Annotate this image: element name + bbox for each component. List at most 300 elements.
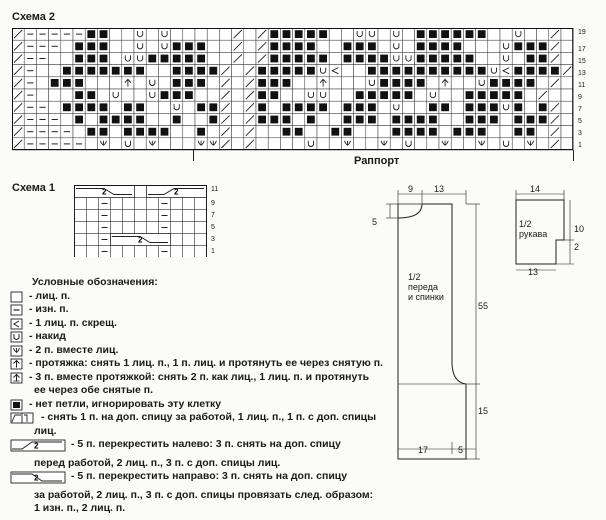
no-stitch-mark — [441, 67, 449, 75]
chart-cell — [463, 40, 475, 52]
no-stitch-mark — [478, 30, 486, 38]
no-stitch-mark — [392, 79, 400, 87]
chart-cell — [451, 77, 463, 89]
chart-cell — [195, 234, 207, 246]
no-stitch-mark — [344, 42, 352, 50]
chart-cell — [561, 77, 573, 89]
chart-cell — [171, 246, 183, 258]
chart-cell — [341, 28, 353, 40]
no-stitch-mark — [270, 116, 278, 124]
chart-cell — [561, 89, 573, 101]
chart-cell — [244, 28, 256, 40]
chart-cell — [134, 138, 146, 150]
chart-cell — [219, 40, 231, 52]
no-stitch-mark — [283, 67, 291, 75]
chart-cell — [451, 89, 463, 101]
chart-cell — [427, 138, 439, 150]
row-number: 7 — [211, 212, 215, 219]
chart-cell — [146, 28, 158, 40]
chart-cell — [73, 126, 85, 138]
legend-item-text: - 5 п. перекрестить направо: 3 п. снять на доп. спицу — [71, 470, 348, 482]
no-stitch-mark — [75, 116, 83, 124]
chart-cell — [110, 40, 122, 52]
no-stitch-mark — [173, 42, 181, 50]
chart-cell — [500, 52, 512, 64]
chart-cell — [256, 138, 268, 150]
chart-cell — [366, 28, 378, 40]
chart-cell — [110, 126, 122, 138]
no-stitch-mark — [392, 128, 400, 136]
chart-cell — [61, 89, 73, 101]
no-stitch-mark — [441, 103, 449, 111]
chart-cell — [537, 138, 549, 150]
chart-cell — [537, 77, 549, 89]
no-stitch-mark — [417, 67, 425, 75]
scheme2-chart — [12, 28, 574, 152]
chart-cell — [195, 222, 207, 234]
chart-cell — [134, 40, 146, 52]
no-stitch-mark — [283, 42, 291, 50]
legend-item-text: - протяжка: снять 1 лиц. п., 1 п. лиц. и протянуть ее через снятую п. — [29, 357, 383, 369]
body-pattern-label: 1/2 переда и спинки — [408, 272, 444, 302]
chart-cell — [268, 138, 280, 150]
chart-cell — [561, 52, 573, 64]
chart-cell — [232, 101, 244, 113]
legend-item-text: - лиц. п. — [29, 289, 71, 302]
row-number: 1 — [211, 248, 215, 255]
chart-cell — [171, 101, 183, 113]
cable-number: 2 — [34, 441, 39, 451]
no-stitch-mark — [87, 67, 95, 75]
body-dim-bottom-small: 5 — [458, 445, 464, 455]
chart-cell — [451, 101, 463, 113]
chart-cell — [36, 89, 48, 101]
no-stitch-mark — [466, 116, 474, 124]
no-stitch-mark — [514, 67, 522, 75]
chart-cell — [146, 113, 158, 125]
chart-cell — [451, 138, 463, 150]
row-number: 3 — [578, 130, 582, 137]
sleeve-pattern-label: 1/2 рукава — [519, 219, 548, 239]
chart-cell — [500, 138, 512, 150]
chart-cell — [97, 77, 109, 89]
chart-cell — [85, 113, 97, 125]
no-stitch-mark — [295, 128, 303, 136]
chart-cell — [317, 65, 329, 77]
chart-cell — [146, 65, 158, 77]
row-number: 3 — [211, 236, 215, 243]
three-together-icon — [10, 372, 24, 384]
no-stitch-mark — [405, 116, 413, 124]
dash-square-icon — [10, 304, 24, 316]
chart-cell — [366, 77, 378, 89]
chart-cell — [524, 101, 536, 113]
body-outline — [398, 204, 466, 459]
no-stitch-mark — [100, 128, 108, 136]
chart-cell — [171, 210, 183, 222]
no-stitch-mark — [466, 128, 474, 136]
no-stitch-mark — [380, 91, 388, 99]
no-stitch-mark — [270, 30, 278, 38]
no-stitch-mark — [197, 42, 205, 50]
scheme2-title: Схема 2 — [12, 11, 56, 23]
chart-cell — [49, 101, 61, 113]
chart-cell — [110, 89, 122, 101]
chart-cell — [195, 198, 207, 210]
chart-cell — [500, 113, 512, 125]
chart-cell — [378, 40, 390, 52]
no-stitch-mark — [417, 42, 425, 50]
no-stitch-mark — [87, 103, 95, 111]
no-stitch-mark — [63, 67, 71, 75]
no-stitch-mark — [429, 42, 437, 50]
chart-cell — [488, 52, 500, 64]
legend-item-text: - 2 п. вместе лиц. — [29, 343, 119, 356]
no-stitch-mark — [539, 42, 547, 50]
chart-cell — [75, 246, 87, 258]
no-stitch-mark — [258, 91, 266, 99]
no-stitch-mark — [356, 91, 364, 99]
chart-cell — [207, 52, 219, 64]
no-stitch-mark — [87, 128, 95, 136]
no-stitch-mark — [136, 67, 144, 75]
chart-cell — [512, 52, 524, 64]
no-stitch-mark — [197, 128, 205, 136]
no-stitch-mark — [356, 55, 364, 63]
chart-cell — [341, 77, 353, 89]
left-angle-icon — [10, 318, 24, 330]
no-stitch-mark — [331, 128, 339, 136]
rapport-label: Раппорт — [354, 155, 400, 167]
chart-cell — [122, 40, 134, 52]
chart-cell — [183, 101, 195, 113]
chart-cell — [183, 198, 195, 210]
chart-cell — [317, 138, 329, 150]
chart-cell — [36, 65, 48, 77]
chart-cell — [427, 89, 439, 101]
no-stitch-mark — [173, 116, 181, 124]
no-stitch-mark — [161, 55, 169, 63]
chart-cell — [183, 28, 195, 40]
chart-cell — [329, 101, 341, 113]
chart-cell — [537, 126, 549, 138]
chart-cell — [110, 28, 122, 40]
no-stitch-mark — [380, 79, 388, 87]
no-stitch-mark — [197, 79, 205, 87]
no-stitch-mark — [539, 116, 547, 124]
no-stitch-mark — [209, 116, 217, 124]
no-stitch-mark — [502, 79, 510, 87]
cable-number: 2 — [34, 473, 39, 483]
chart-cell — [183, 222, 195, 234]
chart-cell — [476, 77, 488, 89]
chart-cell — [463, 138, 475, 150]
chart-cell — [451, 113, 463, 125]
chart-cell — [183, 113, 195, 125]
no-stitch-mark — [466, 103, 474, 111]
chart-cell — [378, 101, 390, 113]
no-stitch-mark — [478, 67, 486, 75]
chart-cell — [402, 101, 414, 113]
chart-cell — [488, 40, 500, 52]
row-number: 11 — [578, 82, 586, 89]
chart-cell — [305, 126, 317, 138]
chart-cell — [207, 28, 219, 40]
no-stitch-mark — [295, 67, 303, 75]
chart-cell — [293, 77, 305, 89]
no-stitch-mark — [356, 42, 364, 50]
chart-cell — [524, 89, 536, 101]
row-number: 17 — [578, 46, 586, 53]
no-stitch-mark — [429, 116, 437, 124]
chart-cell — [110, 52, 122, 64]
no-stitch-mark — [392, 67, 400, 75]
chart-cell — [49, 52, 61, 64]
chart-cell — [147, 246, 159, 258]
no-stitch-mark — [100, 67, 108, 75]
no-stitch-mark — [63, 79, 71, 87]
legend-heading: Условные обозначения: — [32, 276, 158, 288]
no-stitch-mark — [295, 55, 303, 63]
no-stitch-mark — [283, 55, 291, 63]
legend-item-text: - 5 п. перекрестить налево: 3 п. снять на доп. спицу — [71, 438, 341, 450]
no-stitch-mark — [283, 116, 291, 124]
chart-cell — [280, 138, 292, 150]
no-stitch-mark — [429, 103, 437, 111]
chart-cell — [36, 77, 48, 89]
no-stitch-mark — [161, 91, 169, 99]
no-stitch-mark — [490, 103, 498, 111]
no-stitch-mark — [270, 79, 278, 87]
empty-square-icon — [10, 291, 24, 303]
chart-cell — [402, 138, 414, 150]
no-stitch-mark — [283, 30, 291, 38]
no-stitch-mark — [405, 128, 413, 136]
chart-cell — [354, 77, 366, 89]
no-stitch-mark — [453, 55, 461, 63]
chart-cell — [415, 101, 427, 113]
chart-cell — [87, 198, 99, 210]
no-stitch-mark — [75, 55, 83, 63]
no-stitch-mark — [368, 116, 376, 124]
chart-cell — [171, 234, 183, 246]
no-stitch-mark — [344, 128, 352, 136]
no-stitch-mark — [75, 67, 83, 75]
chart-cell — [171, 198, 183, 210]
no-stitch-mark — [356, 116, 364, 124]
no-stitch-mark — [63, 103, 71, 111]
chart-cell — [500, 28, 512, 40]
chart-cell — [366, 138, 378, 150]
chart-cell — [329, 89, 341, 101]
no-stitch-mark — [466, 91, 474, 99]
black-square-icon — [10, 399, 24, 411]
chart-cell — [561, 126, 573, 138]
body-pattern-drawing — [372, 182, 488, 462]
chart-cell — [232, 65, 244, 77]
chart-cell — [488, 65, 500, 77]
chart-cell — [390, 40, 402, 52]
no-stitch-mark — [429, 67, 437, 75]
body-dim-bottom-wide: 17 — [418, 445, 429, 455]
chart-cell — [500, 126, 512, 138]
chart-cell — [123, 246, 135, 258]
no-stitch-mark — [209, 103, 217, 111]
chart-cell — [402, 52, 414, 64]
no-stitch-mark — [197, 55, 205, 63]
chart-cell — [512, 138, 524, 150]
no-stitch-mark — [368, 103, 376, 111]
no-stitch-mark — [148, 128, 156, 136]
chart-cell — [195, 246, 207, 258]
chart-cell — [171, 126, 183, 138]
no-stitch-mark — [380, 55, 388, 63]
sleeve-dim-bottom: 13 — [528, 267, 539, 277]
no-stitch-mark — [136, 128, 144, 136]
no-stitch-mark — [124, 103, 132, 111]
chart-cell — [111, 222, 123, 234]
no-stitch-mark — [319, 30, 327, 38]
chart-cell — [476, 52, 488, 64]
chart-cell — [49, 65, 61, 77]
no-stitch-mark — [441, 55, 449, 63]
chart-cell — [390, 138, 402, 150]
chart-cell — [268, 126, 280, 138]
chart-cell — [61, 113, 73, 125]
no-stitch-mark — [466, 30, 474, 38]
no-stitch-mark — [87, 55, 95, 63]
row-number: 7 — [578, 106, 582, 113]
no-stitch-mark — [270, 67, 278, 75]
legend-item-text: лиц. — [34, 424, 57, 437]
chart-cell — [341, 65, 353, 77]
chart-cell — [415, 138, 427, 150]
no-stitch-mark — [478, 116, 486, 124]
chart-cell — [439, 126, 451, 138]
no-stitch-mark — [453, 128, 461, 136]
row-number: 19 — [578, 29, 586, 36]
chart-cell — [305, 77, 317, 89]
scheme1-title: Схема 1 — [12, 182, 56, 194]
chart-cell — [329, 40, 341, 52]
no-stitch-mark — [100, 116, 108, 124]
chart-cell — [232, 138, 244, 150]
chart-cell — [402, 40, 414, 52]
cable-number: 2 — [138, 235, 143, 245]
chart-cell — [171, 138, 183, 150]
chart-cell — [244, 52, 256, 64]
row-number: 9 — [211, 200, 215, 207]
no-stitch-mark — [502, 91, 510, 99]
chart-cell — [195, 113, 207, 125]
chart-cell — [354, 126, 366, 138]
row-number: 13 — [578, 70, 586, 77]
chart-cell — [123, 222, 135, 234]
row-number: 15 — [578, 58, 586, 65]
chart-cell — [390, 101, 402, 113]
no-stitch-mark — [75, 103, 83, 111]
chart-cell — [158, 40, 170, 52]
no-stitch-mark — [307, 55, 315, 63]
chart-cell — [122, 138, 134, 150]
no-stitch-mark — [307, 103, 315, 111]
no-stitch-mark — [453, 30, 461, 38]
two-together-icon — [10, 345, 24, 357]
chart-cell — [207, 40, 219, 52]
no-stitch-mark — [392, 91, 400, 99]
chart-cell — [256, 126, 268, 138]
chart-cell — [329, 52, 341, 64]
chart-cell — [183, 126, 195, 138]
no-stitch-mark — [514, 79, 522, 87]
no-stitch-mark — [75, 79, 83, 87]
chart-cell — [122, 52, 134, 64]
chart-cell — [110, 138, 122, 150]
chart-cell — [378, 113, 390, 125]
cable-number: 2 — [174, 187, 179, 197]
chart-cell — [232, 126, 244, 138]
no-stitch-mark — [527, 67, 535, 75]
no-stitch-mark — [368, 67, 376, 75]
chart-cell — [123, 210, 135, 222]
no-stitch-mark — [490, 116, 498, 124]
no-stitch-mark — [87, 91, 95, 99]
body-dim-height: 55 — [478, 301, 489, 311]
chart-cell — [207, 77, 219, 89]
no-stitch-mark — [87, 42, 95, 50]
no-stitch-mark — [124, 128, 132, 136]
chart-cell — [329, 113, 341, 125]
row-number: 5 — [578, 118, 582, 125]
no-stitch-mark — [283, 79, 291, 87]
no-stitch-mark — [136, 116, 144, 124]
chart-cell — [183, 234, 195, 246]
chart-cell — [488, 126, 500, 138]
no-stitch-mark — [51, 79, 59, 87]
no-stitch-mark — [527, 42, 535, 50]
no-stitch-mark — [100, 55, 108, 63]
chart-cell — [147, 210, 159, 222]
chart-cell — [134, 77, 146, 89]
chart-cell — [561, 101, 573, 113]
no-stitch-mark — [514, 103, 522, 111]
no-stitch-mark — [478, 91, 486, 99]
no-stitch-mark — [527, 116, 535, 124]
cable-number: 2 — [102, 187, 107, 197]
no-stitch-mark — [185, 79, 193, 87]
chart-cell — [463, 77, 475, 89]
up-arrow-icon — [10, 358, 24, 370]
chart-cell — [232, 89, 244, 101]
no-stitch-mark — [185, 67, 193, 75]
chart-cell — [488, 28, 500, 40]
legend-item-text: ее через обе снятые п. — [34, 384, 154, 396]
no-stitch-mark — [209, 67, 217, 75]
chart-cell — [219, 52, 231, 64]
legend-item — [10, 470, 550, 489]
chart-cell — [305, 89, 317, 101]
cable-right-icon — [10, 471, 66, 489]
chart-cell — [123, 198, 135, 210]
chart-cell — [122, 28, 134, 40]
chart-cell — [111, 198, 123, 210]
row-number: 11 — [211, 186, 219, 193]
chart-cell — [476, 40, 488, 52]
no-stitch-mark — [173, 79, 181, 87]
chart-cell — [158, 65, 170, 77]
chart-cell — [85, 138, 97, 150]
no-stitch-mark — [417, 79, 425, 87]
